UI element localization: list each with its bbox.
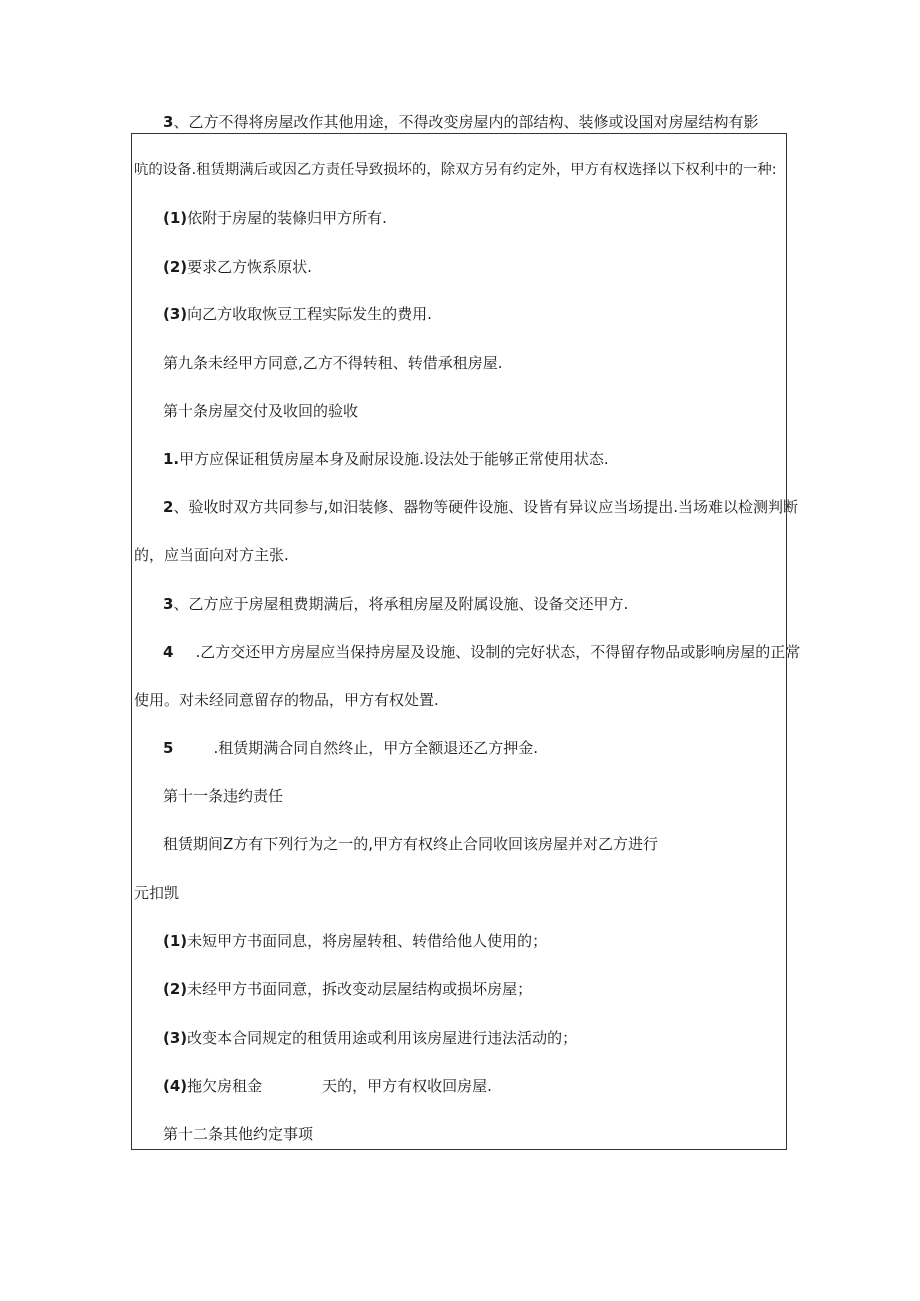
section-heading [163,786,283,806]
clause-line [134,690,439,710]
clause-line [163,208,387,228]
item-number: 2 [163,498,174,516]
clause-text: 依附于房屋的装條归甲方所有. [187,209,387,227]
clause-line [163,353,503,373]
clause-line [163,931,547,951]
clause-text: .乙方交还甲方房屋应当保持房屋及设施、设制的完好状态，不得留存物品或影响房屋的正常 [195,643,801,661]
clause-text: 未短甲方书面同息，将房屋转租、转借给他人使用的； [187,932,548,950]
clause-line [163,449,609,469]
clause-text: 第十二条其他约定事项 [163,1125,314,1143]
clause-text: 要求乙方恢系原状. [187,258,312,276]
clause-line [163,738,538,758]
clause-text: 拖欠房租金 [187,1077,263,1095]
clause-text: 使用。对未经同意留存的物品，甲方有权处置. [134,691,439,709]
clause-text-continued: 天的，甲方有权收回房屋. [322,1077,492,1095]
clause-text: 第十一条违约责任 [163,787,284,805]
clause-line [163,834,658,854]
section-heading [163,401,358,421]
clause-text: 第九条未经甲方同意,乙方不得转租、转借承租房屋. [163,354,503,372]
clause-text: .租赁期满合同自然终止，甲方全额退还乙方押金. [213,739,538,757]
item-number: (4) [163,1077,188,1095]
clause-text: 向乙方收取恢豆工程实际发生的费用. [187,305,432,323]
item-number: (2) [163,258,188,276]
clause-text: 、乙方应于房屋租费期满后，将承租房屋及附属设施、设备交还甲方. [173,595,629,613]
clause-text: 、乙方不得将房屋改作其他用途，不得改变房屋内的部结构、装修或设国对房屋结构有影 [173,113,759,131]
clause-line [163,979,532,999]
clause-text: 第十条房屋交付及收回的验收 [163,402,359,420]
clause-text: 的，应当面向对方主张. [134,546,289,564]
item-number: 4 [163,643,174,661]
clause-line [163,497,798,517]
clause-line [163,642,800,662]
item-number: 3 [163,113,174,131]
item-number: (3) [163,1029,188,1047]
clause-text: 、验收时双方共同参与,如汨装修、器物等硬件设施、设皆有异议应当场提出.当场难以检测判断 [173,498,798,516]
clause-text: 元扣凯 [134,884,180,902]
clause-line [163,1028,577,1048]
clause-line [134,545,289,565]
item-number: 5 [163,739,174,757]
clause-line [163,257,312,277]
clause-line [163,304,432,324]
item-number: (1) [163,932,188,950]
item-number: (1) [163,209,188,227]
clause-text: 未经甲方书面同意，拆改变动层屋结构或损坏房屋； [187,980,533,998]
clause-line [134,160,777,180]
clause-text: 改变本合同规定的租赁用途或利用该房屋进行违法活动的； [187,1029,578,1047]
clause-line [163,112,758,132]
clause-line [163,1076,492,1096]
clause-line [163,594,628,614]
clause-line [134,883,179,903]
item-number: 1. [163,450,180,468]
section-heading [163,1124,313,1144]
clause-text: 甲方应保证租赁房屋本身及耐尿设施.设法处于能够正常使用状态. [179,450,609,468]
item-number: 3 [163,595,174,613]
clause-text: 租赁期间Z方有下列行为之一的,甲方有权终止合同收回该房屋并对乙方进行 [163,835,659,853]
item-number: (3) [163,305,188,323]
item-number: (2) [163,980,188,998]
clause-text: 吭的设备.租赁期满后或因乙方责任导致损坏的，除双方另有约定外，甲方有权选择以下权利中的一种: [134,162,777,178]
